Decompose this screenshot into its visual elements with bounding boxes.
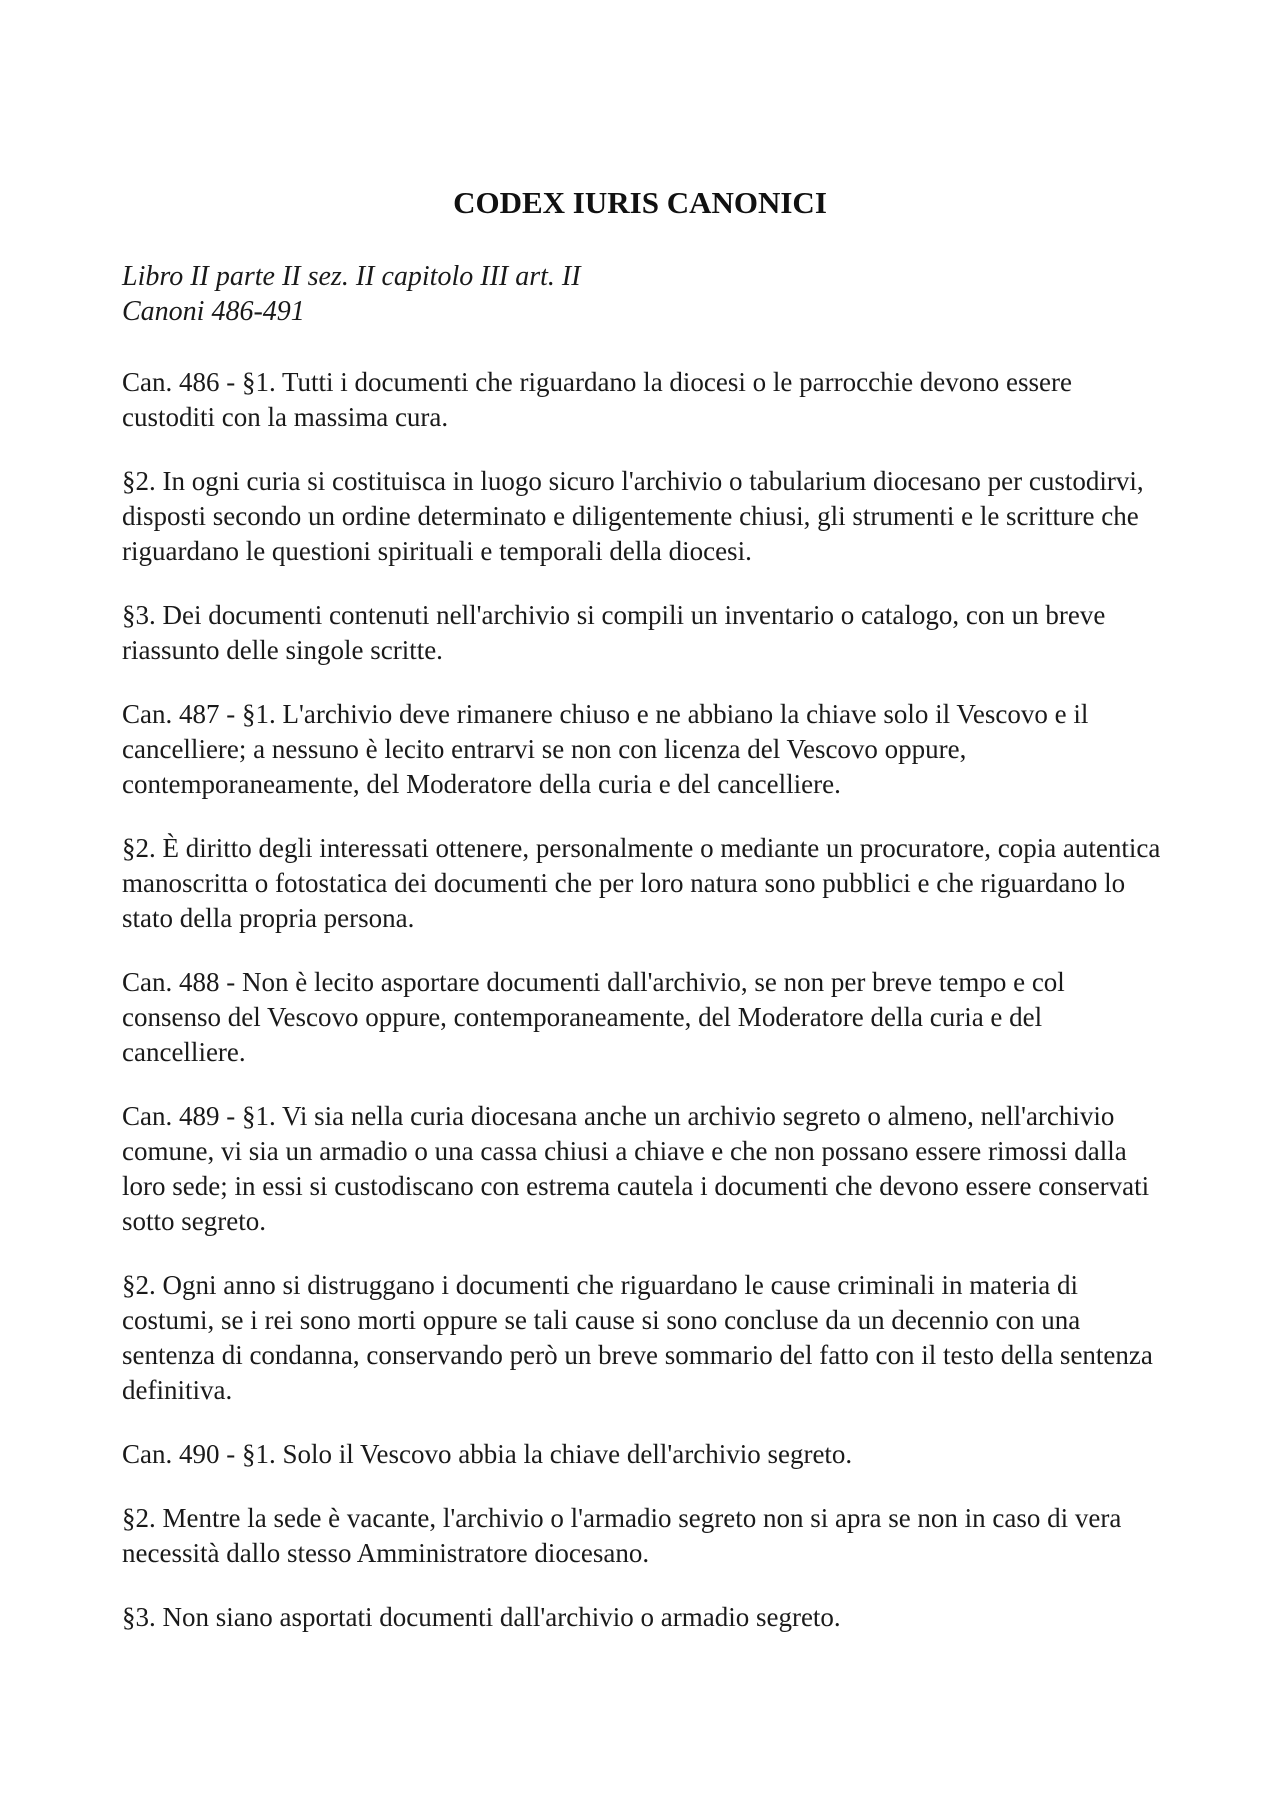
paragraph-can489-s1: Can. 489 - §1. Vi sia nella curia diocesana anche un archivio segreto o almeno, nell'archivio comune, vi sia un armadio o una cassa chiusi a chiave e che non possano essere rimossi dalla loro sede; in essi si custodiscano con estrema cautela i documenti che devono essere conservati sotto segreto. bbox=[122, 1101, 1150, 1236]
paragraph-can490-s2: §2. Mentre la sede è vacante, l'archivio o l'armadio segreto non si apra se non in caso di vera necessità dallo stesso Amministratore diocesano. bbox=[122, 1503, 1122, 1568]
subtitle-section-reference: Libro II parte II sez. II capitolo III art. II bbox=[122, 261, 581, 292]
paragraph-can489-s2: §2. Ogni anno si distruggano i documenti che riguardano le cause criminali in materia di costumi, se i rei sono morti oppure se tali cause si sono concluse da un decennio con una sentenza di condanna, conservando però un breve sommario del fatto con il testo della sentenza definitiva. bbox=[122, 1270, 1153, 1405]
paragraph-can486-s3: §3. Dei documenti contenuti nell'archivio si compili un inventario o catalogo, con un breve riassunto delle singole scritte. bbox=[122, 600, 1106, 665]
document-subtitle bbox=[122, 259, 1162, 329]
document-body bbox=[122, 365, 1167, 1664]
paragraph-can490-s3: §3. Non siano asportati documenti dall'archivio o armadio segreto. bbox=[122, 1602, 841, 1632]
paragraph-can486-s1: Can. 486 - §1. Tutti i documenti che riguardano la diocesi o le parrocchie devono essere custoditi con la massima cura. bbox=[122, 367, 1072, 432]
paragraph-can486-s2: §2. In ogni curia si costituisca in luogo sicuro l'archivio o tabularium diocesano per custodirvi, disposti secondo un ordine determinato e diligentemente chiusi, gli strumenti e le scritture che riguardano le questioni spirituali e temporali della diocesi. bbox=[122, 466, 1144, 566]
document-title: CODEX IURIS CANONICI bbox=[453, 185, 827, 220]
paragraph-can488: Can. 488 - Non è lecito asportare documenti dall'archivio, se non per breve tempo e col consenso del Vescovo oppure, contemporaneamente, del Moderatore della curia e del cancelliere. bbox=[122, 967, 1065, 1067]
paragraph-can487-s2: §2. È diritto degli interessati ottenere, personalmente o mediante un procuratore, copia autentica manoscritta o fotostatica dei documenti che per loro natura sono pubblici e che riguardano lo stato della propria persona. bbox=[122, 833, 1161, 933]
paragraph-can490-s1: Can. 490 - §1. Solo il Vescovo abbia la chiave dell'archivio segreto. bbox=[122, 1439, 853, 1469]
subtitle-canon-range: Canoni 486-491 bbox=[122, 296, 305, 327]
paragraph-can487-s1: Can. 487 - §1. L'archivio deve rimanere chiuso e ne abbiano la chiave solo il Vescovo e il cancelliere; a nessuno è lecito entrarvi se non con licenza del Vescovo oppure, contemporaneamente, del Moderatore della curia e del cancelliere. bbox=[122, 699, 1089, 799]
